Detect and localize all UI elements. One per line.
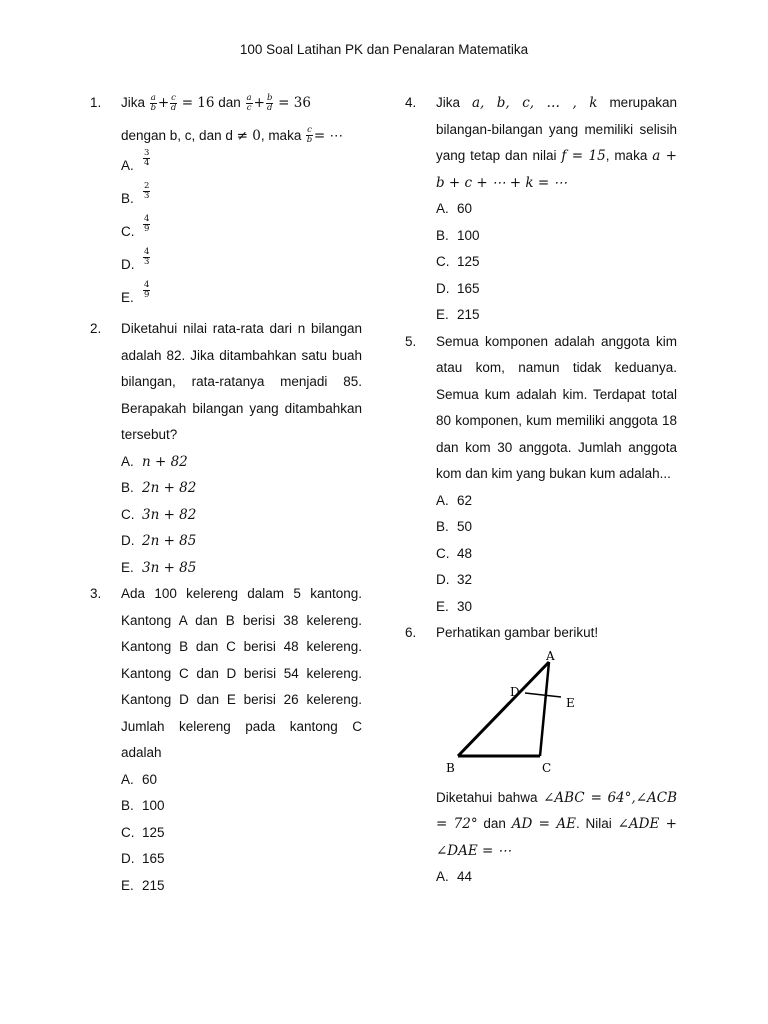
side-ab <box>458 662 549 756</box>
option-d[interactable]: D. 165 <box>121 851 165 866</box>
option-a[interactable]: A. 60 <box>436 201 473 216</box>
question-text: Diketahui bahwa ∠ABC = 64°,∠ACB = 72° dan AD = AE. Nilai ∠ADE + ∠DAE = ⋯ <box>436 789 677 859</box>
label-a: A <box>546 650 555 663</box>
option-fraction: $\frac{4}{9}$ <box>144 280 150 300</box>
triangle-figure <box>436 651 586 781</box>
option-a[interactable]: A. $\frac{3}{4}$ <box>121 149 362 182</box>
option-c[interactable]: C. 48 <box>436 545 473 561</box>
question-text: Ada 100 kelereng dalam 5 kantong. Kantong A dan B berisi 38 kelereng. Kantong B dan C berisi 48 kelereng. Kantong C dan D berisi 54 kelereng. Kantong D dan E berisi 26 kelereng. Jumlah kelereng pada kantong C adalah <box>121 586 362 760</box>
question-number: 4. <box>405 95 417 110</box>
question-line-1: Jika $\frac{a}{b}$ + $\frac{c}{d}$ = 16 dan $\frac{a}{c}$ + $\frac{b}{d}$ = 36 <box>121 92 311 113</box>
label-d: D <box>510 684 520 699</box>
option-a[interactable]: A. 44 <box>436 869 473 884</box>
question-6 <box>405 620 677 647</box>
question-1 <box>90 90 362 149</box>
question-number: 3. <box>90 586 102 601</box>
fraction-a-over-b: $\frac{a}{b}$ <box>150 92 157 113</box>
left-column <box>90 90 362 899</box>
question-number: 1. <box>90 95 102 110</box>
option-d[interactable]: D. 2n + 85 <box>121 533 197 549</box>
segment-de <box>525 693 561 697</box>
option-e[interactable]: E. 215 <box>121 877 165 893</box>
question-3 <box>90 581 362 767</box>
option-b[interactable]: B. $\frac{2}{3}$ <box>121 182 362 215</box>
fraction-a-over-c: $\frac{a}{c}$ <box>246 92 252 113</box>
option-fraction: $\frac{4}{9}$ <box>144 214 150 234</box>
label-b: B <box>446 760 455 775</box>
question-text: Semua komponen adalah anggota kim atau kom, namun tidak keduanya. Semua kum adalah kim. Terdapat total 80 komponen, kum memiliki anggota 18 dan kom 30 anggota. Jumlah anggota kom dan kim yang bukan kum adalah... <box>436 333 677 481</box>
fraction-b-over-d: $\frac{b}{d}$ <box>266 92 273 113</box>
option-d[interactable]: D. $\frac{4}{3}$ <box>121 248 362 281</box>
option-e[interactable]: E. $\frac{4}{9}$ <box>121 281 362 314</box>
question-number: 2. <box>90 321 102 336</box>
option-e[interactable]: E. 3n + 85 <box>121 559 197 576</box>
option-b[interactable]: B. 100 <box>436 227 480 243</box>
option-b[interactable]: B. 100 <box>121 798 165 813</box>
option-b[interactable]: B. 50 <box>436 519 473 534</box>
option-a[interactable]: A. 62 <box>436 492 473 508</box>
right-column <box>405 90 677 891</box>
option-c[interactable]: C. 125 <box>121 824 165 840</box>
question-text: Diketahui nilai rata-rata dari n bilangan adalah 82. Jika ditambahkan satu buah bilangan, rata-ratanya menjadi 85. Berapakah bilangan yang ditambahkan tersebut? <box>121 321 362 442</box>
side-ac <box>540 662 549 756</box>
question-2 <box>90 316 362 449</box>
option-a[interactable]: A. 60 <box>121 771 158 787</box>
triangle-diagram <box>436 651 586 781</box>
question-line-2: dengan b, c, dan d ≠ 0, maka $\frac{c}{b}$ = ⋯ <box>121 125 343 146</box>
option-fraction: $\frac{4}{3}$ <box>144 247 150 267</box>
option-c[interactable]: C. 3n + 82 <box>121 506 197 523</box>
option-a[interactable]: A. n + 82 <box>121 453 188 470</box>
option-d[interactable]: D. 165 <box>436 280 480 296</box>
fraction-c-over-d: $\frac{c}{d}$ <box>170 92 177 113</box>
label-e: E <box>566 695 575 710</box>
question-5 <box>405 329 677 488</box>
question-text: Jika a, b, c, … , k merupakan bilangan-bilangan yang memiliki selisih yang tetap dan nilai f = 15, maka a + b + c + ⋯ + k = ⋯ <box>436 95 677 191</box>
option-e[interactable]: E. 215 <box>436 307 480 322</box>
fraction-c-over-b: $\frac{c}{b}$ <box>306 125 313 146</box>
option-e[interactable]: E. 30 <box>436 598 473 614</box>
option-fraction: $\frac{2}{3}$ <box>144 181 150 201</box>
label-c: C <box>542 760 552 775</box>
page-title: 100 Soal Latihan PK dan Penalaran Matematika <box>239 42 529 57</box>
question-6-text <box>405 785 677 865</box>
question-number: 5. <box>405 333 417 349</box>
question-4 <box>405 90 677 196</box>
option-b[interactable]: B. 2n + 82 <box>121 480 197 496</box>
option-c[interactable]: C. 125 <box>436 254 480 269</box>
option-d[interactable]: D. 32 <box>436 572 473 587</box>
option-fraction: $\frac{3}{4}$ <box>144 148 150 168</box>
question-text <box>121 90 362 149</box>
question-intro: Perhatikan gambar berikut! <box>436 625 599 640</box>
option-c[interactable]: C. $\frac{4}{9}$ <box>121 215 362 248</box>
question-number: 6. <box>405 625 417 640</box>
